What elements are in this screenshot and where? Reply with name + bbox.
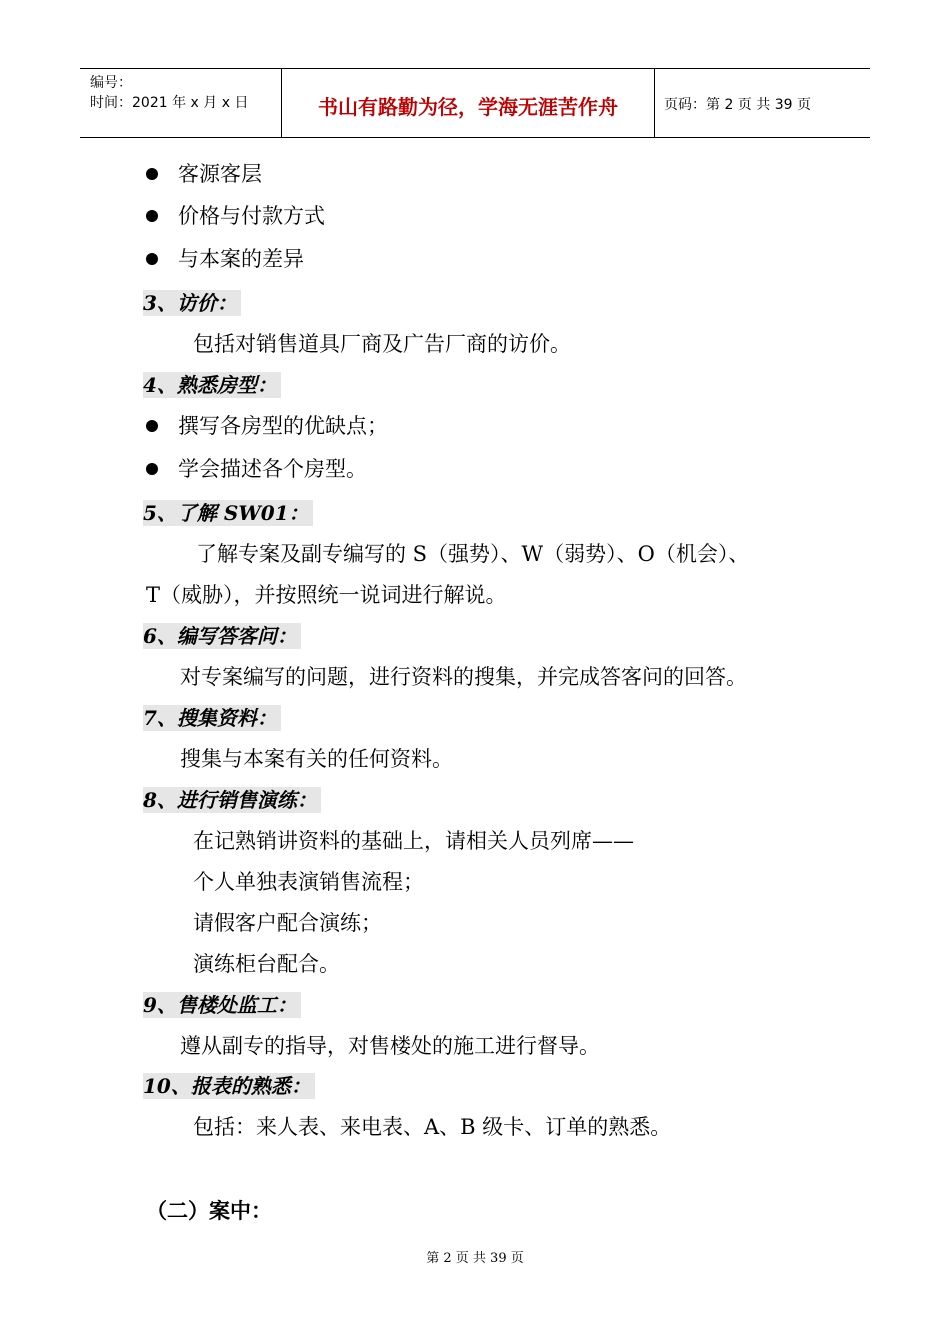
paragraph: 包括对销售道具厂商及广告厂商的访价。 — [193, 332, 571, 356]
paragraph: 包括：来人表、来电表、A、B 级卡、订单的熟悉。 — [193, 1115, 672, 1139]
section-heading: 9、售楼处监工： — [143, 992, 301, 1018]
section-heading: 5、了解 SW01： — [143, 500, 313, 526]
page-header — [80, 68, 870, 138]
section-heading: 3、访价： — [143, 290, 241, 316]
header-left-cell — [90, 73, 248, 113]
header-motto: 书山有路勤为径，学海无涯苦作舟 — [318, 95, 618, 119]
paragraph: 演练柜台配合。 — [193, 952, 340, 976]
list-item: 学会描述各个房型。 — [178, 457, 367, 481]
list-item: 撰写各房型的优缺点； — [178, 414, 388, 438]
section-heading: 6、编写答客问： — [143, 623, 301, 649]
paragraph: 在记熟销讲资料的基础上，请相关人员列席—— — [193, 829, 634, 853]
section-heading: 4、熟悉房型： — [143, 372, 281, 398]
section-heading: 8、进行销售演练： — [143, 787, 321, 813]
list-item: 与本案的差异 — [178, 247, 304, 271]
bullet-icon — [146, 463, 158, 475]
section-heading: 10、报表的熟悉： — [143, 1073, 315, 1099]
paragraph: 搜集与本案有关的任何资料。 — [180, 747, 453, 771]
list-item: 价格与付款方式 — [178, 204, 325, 228]
section-title: （二）案中： — [146, 1199, 272, 1223]
page-footer: 第 2 页 共 39 页 — [426, 1251, 524, 1266]
header-page-info: 页码：第 2 页 共 39 页 — [664, 97, 811, 113]
paragraph: 个人单独表演销售流程； — [193, 870, 424, 894]
header-time-label: 时间：2021 年 x 月 x 日 — [90, 95, 249, 111]
bullet-icon — [146, 168, 158, 180]
bullet-icon — [146, 210, 158, 222]
paragraph: 请假客户配合演练； — [193, 911, 382, 935]
header-divider — [654, 69, 655, 137]
paragraph: 对专案编写的问题，进行资料的搜集，并完成答客问的回答。 — [180, 665, 747, 689]
header-number-label: 编号： — [90, 75, 132, 91]
paragraph: 了解专案及副专编写的 S（强势）、W（弱势）、O（机会）、 — [196, 542, 750, 566]
bullet-icon — [146, 253, 158, 265]
section-heading: 7、搜集资料： — [143, 705, 281, 731]
paragraph: 遵从副专的指导，对售楼处的施工进行督导。 — [180, 1034, 600, 1058]
bullet-icon — [146, 420, 158, 432]
paragraph: T（威胁），并按照统一说词进行解说。 — [146, 583, 507, 607]
list-item: 客源客层 — [178, 162, 262, 186]
